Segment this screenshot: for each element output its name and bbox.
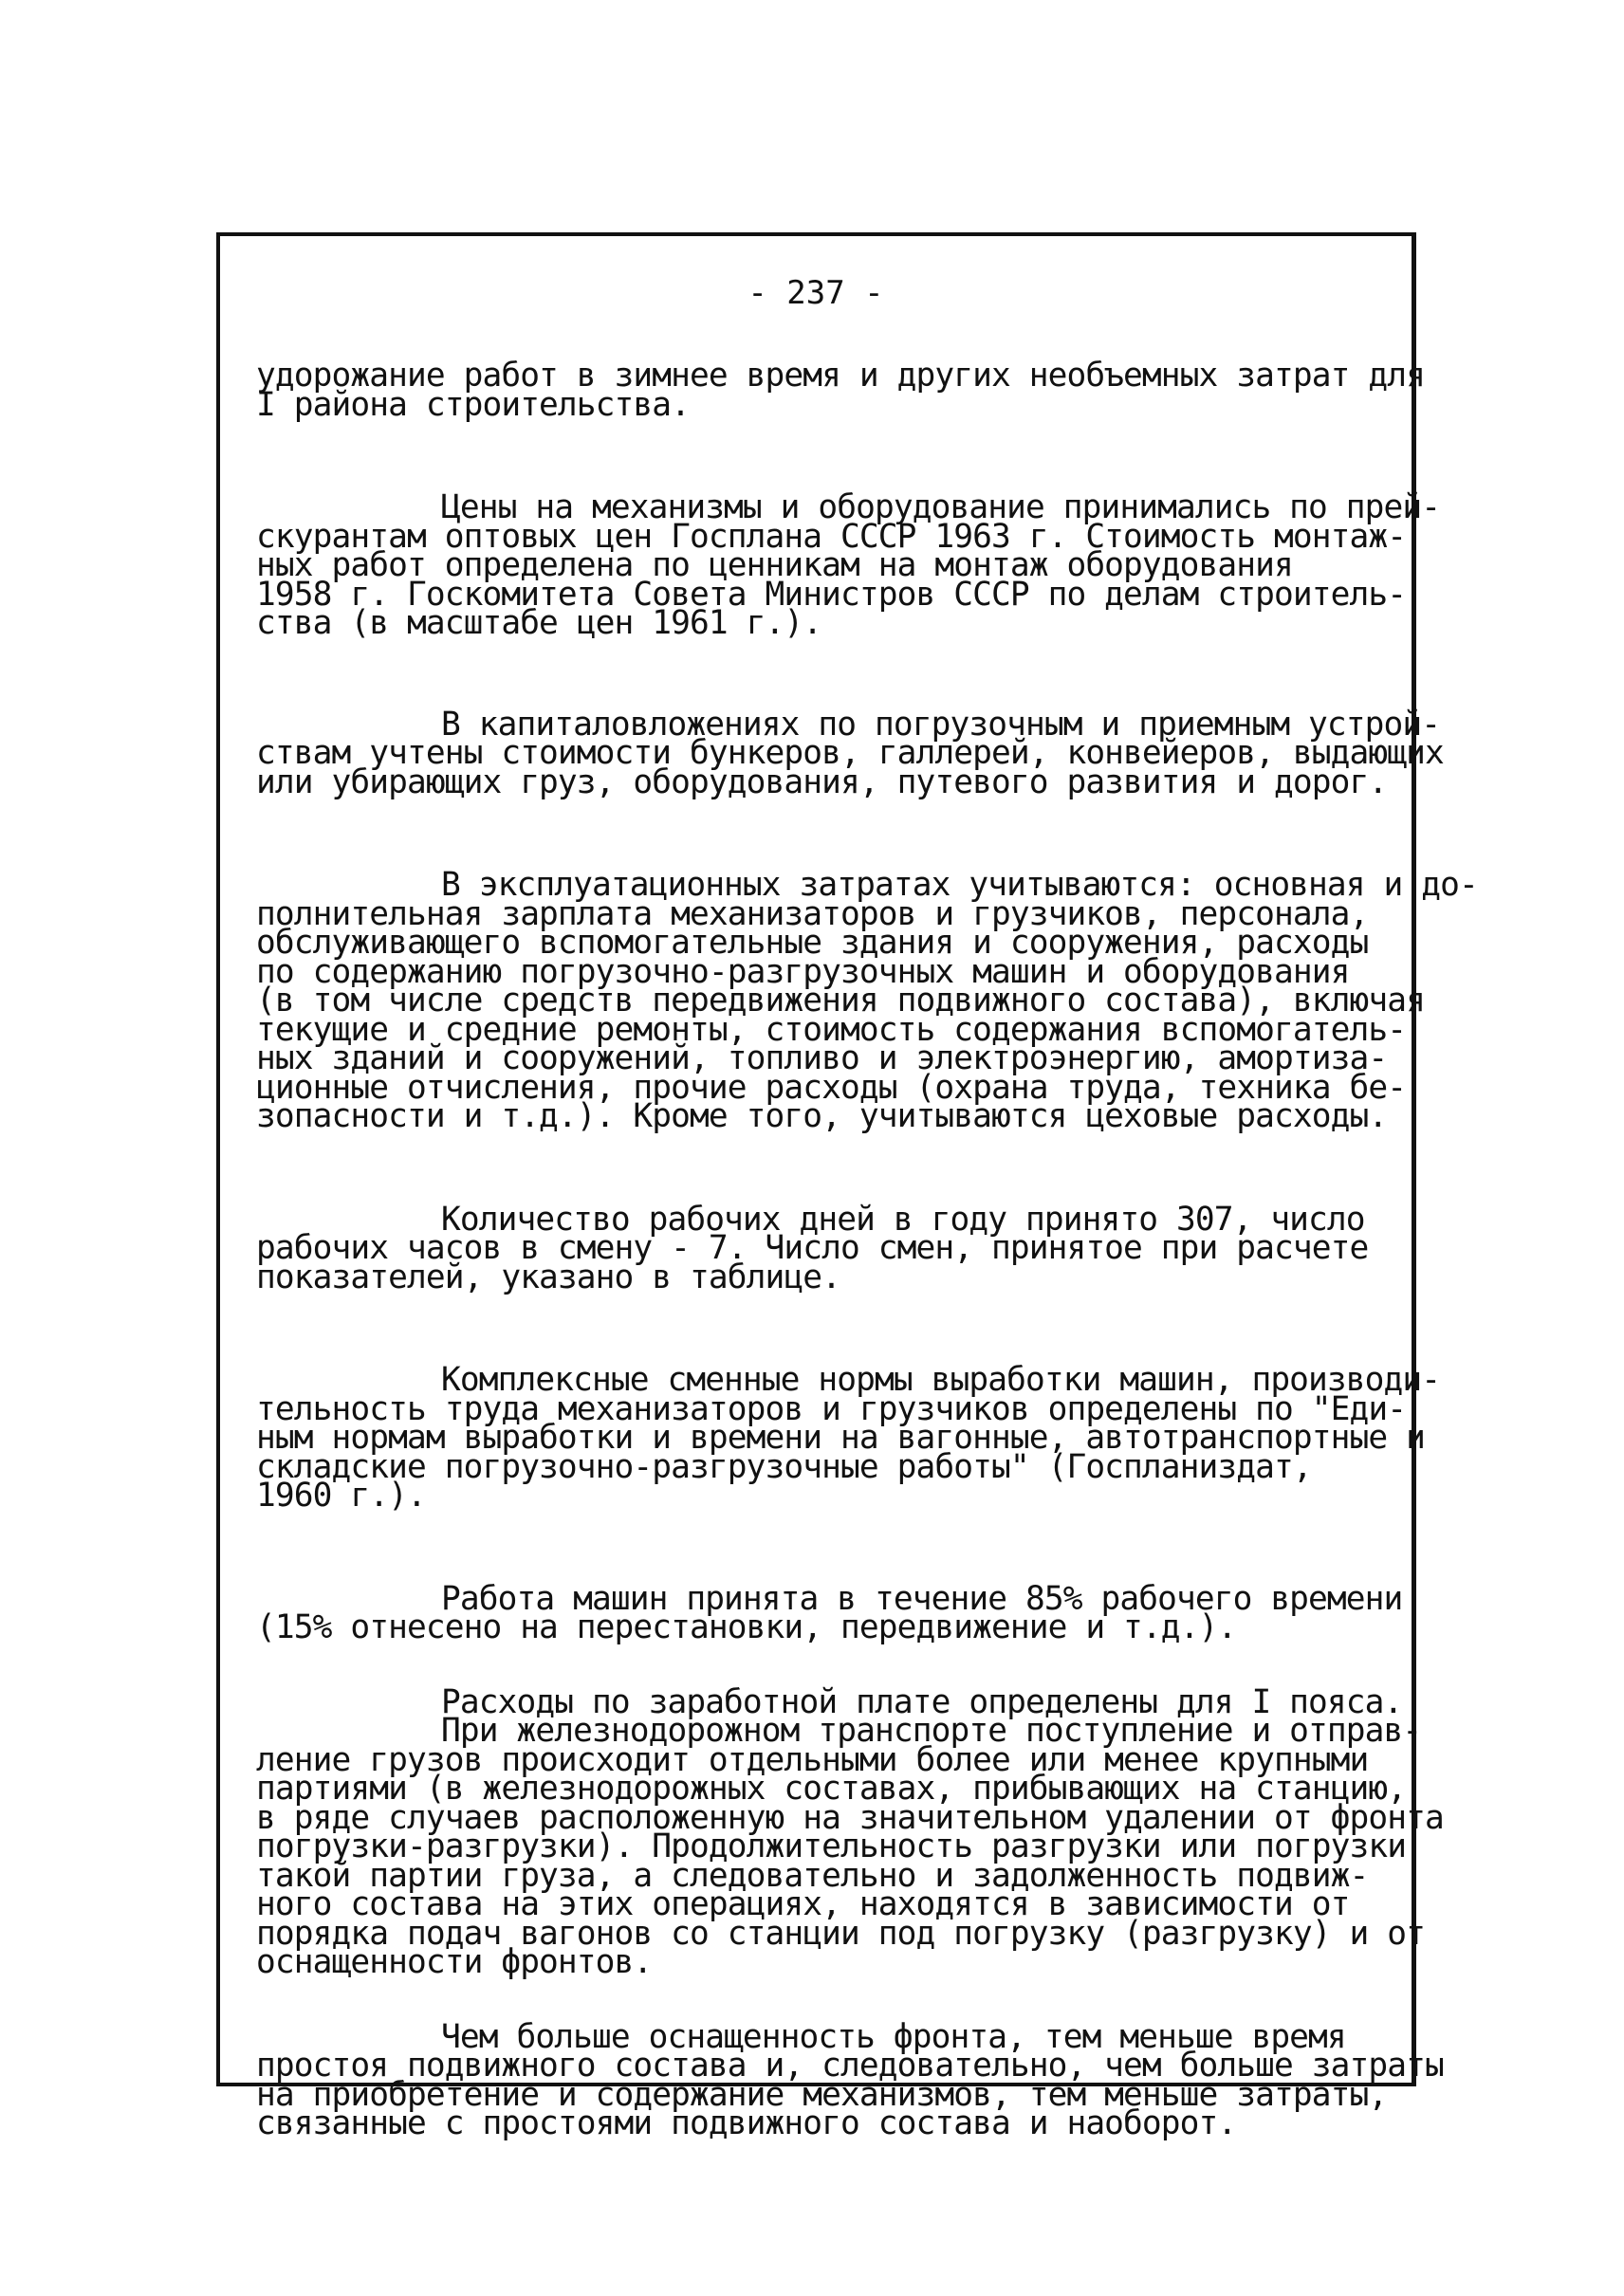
text-line: Комплексные сменные нормы выработки машин, производи- — [441, 1361, 1441, 1399]
paragraph-5 — [256, 1200, 1385, 1296]
text-line: ства (в масштабе цен 1961 г.). — [256, 604, 822, 642]
paragraph-6 — [256, 1361, 1441, 1515]
text-line: ление грузов происходит отдельными более или менее крупными — [256, 1740, 1369, 1779]
text-line: скурантам оптовых цен Госплана СССР 1963 г. Стоимость монтаж- — [256, 517, 1407, 556]
text-line: или убирающих груз, оборудования, путевого развития и дорог. — [256, 762, 1388, 801]
text-line: на приобретение и содержание механизмов, тем меньше затраты, — [256, 2075, 1388, 2114]
text-line: в ряде случаев расположенную на значительном удалении от фронта — [256, 1798, 1444, 1837]
text-line: порядка подач вагонов со станции под погрузку (разгрузку) и от — [256, 1914, 1425, 1953]
paragraph-1 — [256, 357, 1425, 424]
page-frame — [216, 232, 1478, 2142]
text-line: Количество рабочих дней в году принято 307, число — [441, 1200, 1365, 1239]
text-line: Расходы по заработной плате определены для I пояса. — [441, 1682, 1403, 1721]
text-line: связанные с простоями подвижного состава и наоборот. — [256, 2104, 1237, 2142]
text-line: обслуживающего вспомогательные здания и сооружения, расходы — [256, 924, 1369, 962]
text-line: (15% отнесено на перестановки, передвижение и т.д.). — [256, 1608, 1237, 1646]
text-line: удорожание работ в зимнее время и других необъемных затрат для — [256, 357, 1425, 395]
paragraph-7 — [256, 1579, 1403, 1646]
text-line: по содержанию погрузочно-разгрузочных машин и оборудования — [256, 952, 1350, 991]
text-line: ным нормам выработки и времени на вагонные, автотранспортные и — [256, 1419, 1425, 1457]
text-line: 1958 г. Госкомитета Совета Министров СССР по делам строитель- — [256, 575, 1407, 614]
text-line: В эксплуатационных затратах учитываются: основная и до- — [441, 866, 1478, 904]
text-line: простоя подвижного состава и, следовательно, чем больше затраты — [256, 2047, 1444, 2085]
text-line: зопасности и т.д.). Кроме того, учитываются цеховые расходы. — [256, 1097, 1388, 1135]
text-line: ных работ определена по ценникам на монтаж оборудования — [256, 546, 1293, 584]
text-line: ного состава на этих операциях, находятся в зависимости от — [256, 1885, 1350, 1923]
text-line: рабочих часов в смену - 7. Число смен, принятое при расчете — [256, 1229, 1369, 1267]
text-line: При железнодорожном транспорте поступление и отправ- — [441, 1712, 1422, 1750]
text-line: Чем больше оснащенность фронта, тем меньше время — [441, 2017, 1346, 2056]
text-line: I района строительства. — [256, 385, 691, 424]
text-line: оснащенности фронтов. — [256, 1943, 653, 1981]
text-line: погрузки-разгрузки). Продолжительность разгрузки или погрузки — [256, 1828, 1407, 1865]
text-line: (в том числе средств передвижения подвижного состава), включая — [256, 982, 1425, 1019]
text-line: В капиталовложениях по погрузочным и приемным устрой- — [441, 705, 1441, 744]
text-line: ствам учтены стоимости бункеров, галлерей, конвейеров, выдающих — [256, 734, 1444, 772]
text-line: складские погрузочно-разгрузочные работы" (Госпланиздат, — [256, 1447, 1312, 1486]
paragraph-2 — [256, 488, 1441, 642]
text-line: ных зданий и сооружений, топливо и электроэнергию, амортиза- — [256, 1039, 1388, 1077]
text-line: показателей, указано в таблице. — [256, 1258, 840, 1296]
text-line: текущие и средние ремонты, стоимость содержания вспомогатель- — [256, 1010, 1407, 1049]
paragraph-3 — [256, 705, 1444, 801]
paragraph-9 — [256, 2017, 1444, 2142]
paragraph-4 — [256, 866, 1478, 1135]
page-number: - 237 - — [747, 274, 884, 312]
text-line: Работа машин принята в течение 85% рабочего времени — [441, 1579, 1403, 1618]
text-line: партиями (в железнодорожных составах, прибывающих на станцию, — [256, 1770, 1407, 1808]
paragraph-8 — [256, 1682, 1444, 1981]
text-line: 1960 г.). — [256, 1477, 426, 1515]
page-content — [256, 357, 1478, 2142]
text-line: полнительная зарплата механизаторов и грузчиков, персонала, — [256, 894, 1369, 933]
text-line: ционные отчисления, прочие расходы (охрана труда, техника бе- — [256, 1068, 1407, 1107]
text-line: такой партии груза, а следовательно и задолженность подвиж- — [256, 1856, 1369, 1895]
text-line: тельность труда механизаторов и грузчиков определены по "Еди- — [256, 1389, 1407, 1428]
text-line: Цены на механизмы и оборудование принимались по прей- — [441, 488, 1441, 526]
